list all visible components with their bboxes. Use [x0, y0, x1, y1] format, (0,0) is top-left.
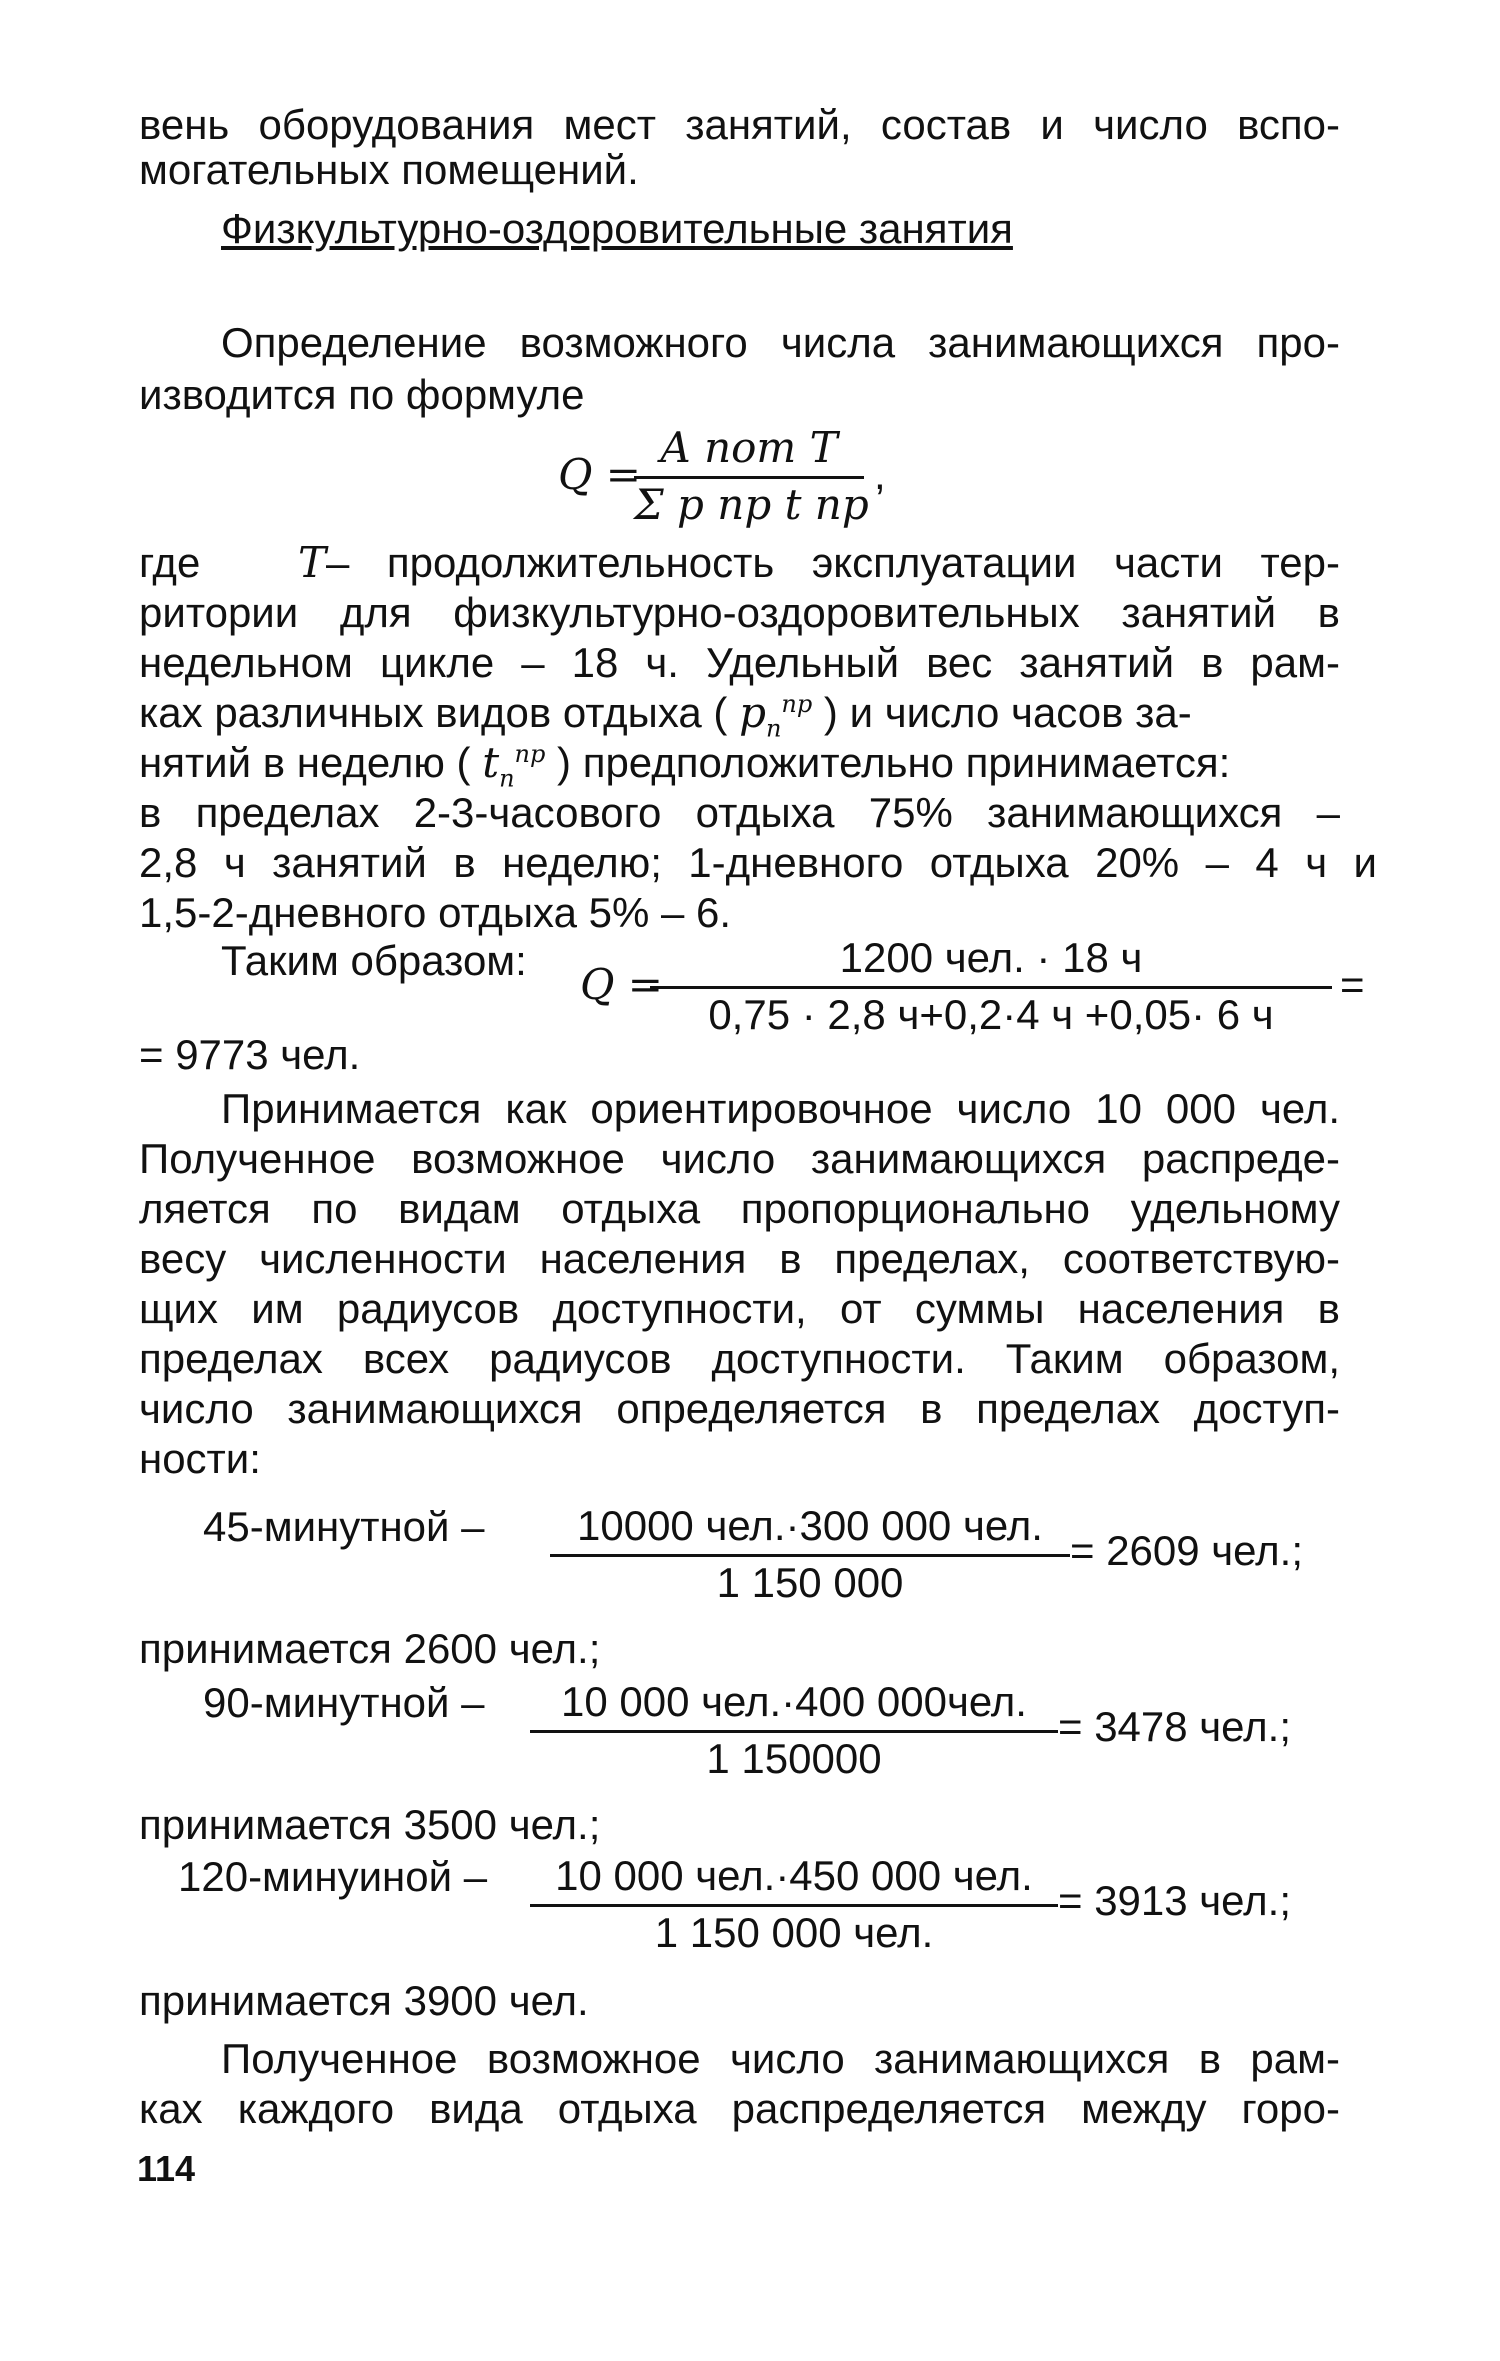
calc-numerator: 10 000 чел.·450 000 чел.	[555, 1852, 1033, 1899]
formula-tail: =	[1340, 961, 1365, 1008]
text-line: ляется по видам отдыха пропорционально удельному	[139, 1185, 1340, 1232]
text-line: ках каждого вида отдыха распределяется между горо-	[139, 2085, 1340, 2132]
text-fragment: ках различных видов отдыха (	[139, 689, 728, 736]
section-heading: Физкультурно-оздоровительные занятия	[221, 205, 1013, 252]
math-symbol: T	[298, 538, 327, 587]
text-line: – продолжительность эксплуатации части тер-	[326, 539, 1340, 586]
formula-lhs: Q =	[580, 960, 663, 1009]
calc-label: 45-минутной –	[203, 1503, 485, 1550]
text-line: ности:	[139, 1435, 261, 1482]
text-line: щих им радиусов доступности, от суммы населения в	[139, 1285, 1340, 1332]
text-line: число занимающихся определяется в пределах доступ-	[139, 1385, 1340, 1432]
text-line: Таким образом:	[221, 937, 527, 984]
text-line: недельном цикле – 18 ч. Удельный вес занятий в рам-	[139, 639, 1340, 686]
text-line: могательных помещений.	[139, 146, 639, 193]
formula-tail: ,	[874, 451, 886, 498]
text-line: 1,5-2-дневного отдыха 5% – 6.	[139, 889, 732, 936]
text-line: = 9773 чел.	[139, 1031, 361, 1078]
text-line: принимается 2600 чел.;	[139, 1625, 601, 1672]
calc-numerator: 10 000 чел.·400 000чел.	[561, 1678, 1027, 1725]
calc-numerator: 10000 чел.·300 000 чел.	[577, 1502, 1043, 1549]
text-line: в пределах 2-3-часового отдыха 75% занимающихся –	[139, 789, 1340, 836]
text-line: пределах всех радиусов доступности. Таким образом,	[139, 1335, 1340, 1382]
calc-result: = 3913 чел.;	[1058, 1877, 1291, 1924]
text-line	[139, 688, 1192, 743]
calc-fraction	[550, 1502, 1070, 1607]
text-line: изводится по формуле	[139, 371, 585, 418]
calc-denominator: 1 150 000	[716, 1559, 904, 1606]
text-line: весу численности населения в пределах, соответствую-	[139, 1235, 1340, 1282]
text-line: Определение возможного числа занимающихся про-	[221, 319, 1340, 366]
formula-lhs: Q =	[558, 450, 641, 499]
text-line: Полученное возможное число занимающихся распреде-	[139, 1135, 1340, 1182]
text-line: вень оборудования мест занятий, состав и число вспо-	[139, 101, 1340, 148]
text-fragment: ) и число часов за-	[823, 689, 1192, 736]
text-fragment: ) предположительно принимается:	[557, 739, 1231, 786]
calc-fraction	[530, 1852, 1058, 1957]
text-line: принимается 3500 чел.;	[139, 1801, 601, 1848]
calc-label: 90-минутной –	[203, 1679, 485, 1726]
calc-denominator: 1 150000	[706, 1735, 882, 1782]
text-line: Принимается как ориентировочное число 10 000 чел.	[221, 1085, 1340, 1132]
math-symbol: $p_n^{пр}$	[739, 688, 813, 743]
formula-fraction	[634, 423, 869, 529]
formula-numerator: 1200 чел. · 18 ч	[839, 934, 1143, 981]
formula-numerator: A пот T	[660, 423, 838, 472]
page-number: 114	[137, 2148, 196, 2189]
text-word: где	[139, 539, 201, 586]
text-line: Полученное возможное число занимающихся в рам-	[221, 2035, 1340, 2082]
text-line: принимается 3900 чел.	[139, 1977, 589, 2024]
calc-result: = 3478 чел.;	[1058, 1703, 1291, 1750]
text-fragment: нятий в неделю (	[139, 739, 471, 786]
calc-fraction	[530, 1678, 1058, 1783]
text-line	[139, 738, 1231, 793]
formula-denominator: 0,75 · 2,8 ч+0,2·4 ч +0,05· 6 ч	[708, 991, 1274, 1038]
formula-denominator: Σ p пр t пр	[634, 480, 869, 529]
calc-label: 120-минуиной –	[178, 1853, 488, 1900]
math-symbol: $t_n^{пр}$	[482, 738, 546, 793]
text-line: 2,8 ч занятий в неделю; 1-дневного отдыха 20% – 4 ч и	[139, 839, 1377, 886]
formula-fraction	[650, 934, 1332, 1039]
calc-result: = 2609 чел.;	[1070, 1527, 1303, 1574]
text-line: ритории для физкультурно-оздоровительных занятий в	[139, 589, 1340, 636]
calc-denominator: 1 150 000 чел.	[654, 1909, 934, 1956]
